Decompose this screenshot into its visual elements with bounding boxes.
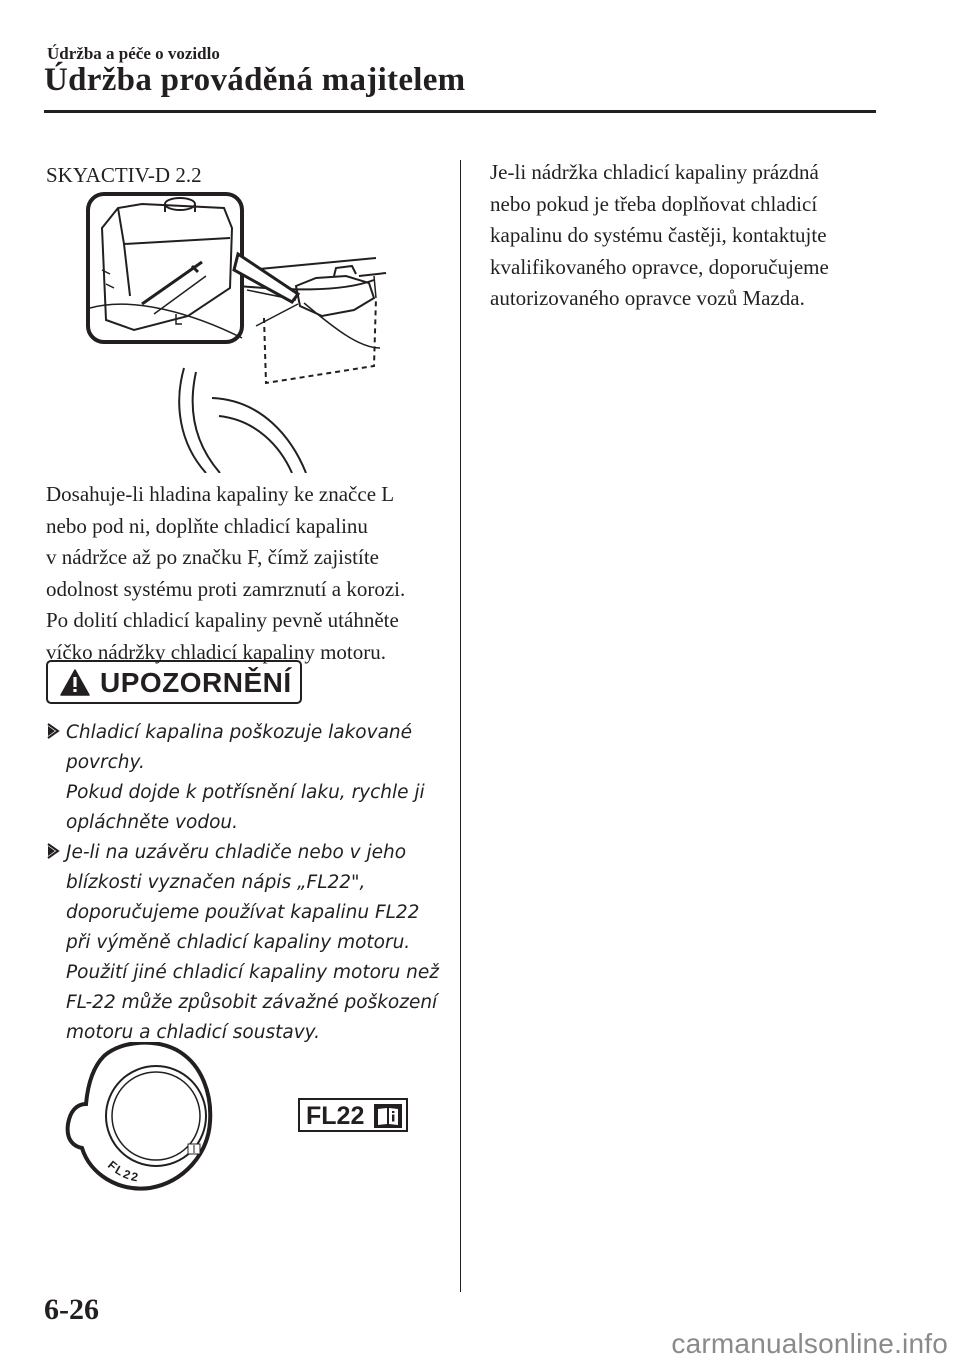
warning-item: Je-li na uzávěru chladiče nebo v jeho blízkosti vyznačen nápis „FL22", doporučujeme používat kapalinu FL22 při výměně chladicí kapaliny motoru. Použití jiné chladicí kapaliny motoru než FL-22 může způsobit závažné poškození motoru a chladicí soustavy. bbox=[46, 838, 446, 1048]
arrow-bullet-icon bbox=[46, 842, 60, 860]
page-title: Údržba prováděná majitelem bbox=[44, 62, 466, 98]
fl22-label-box bbox=[298, 1098, 408, 1132]
contact-repair-paragraph: Je-li nádržka chladicí kapaliny prázdná nebo pokud je třeba doplňovat chladicí kapalinu do systému častěji, kontaktujte kvalifikovaného opravce, doporučujeme autorizovaného opravce vozů Mazda. bbox=[490, 160, 829, 310]
manual-book-icon bbox=[188, 1144, 200, 1154]
page-number: 6-26 bbox=[44, 1293, 99, 1326]
warning-box bbox=[46, 660, 302, 704]
warning-item: Chladicí kapalina poškozuje lakované povrchy. Pokud dojde k potřísnění laku, rychle ji opláchněte vodou. bbox=[46, 718, 446, 838]
cap-marking-text: FL22 bbox=[105, 1157, 142, 1185]
coolant-level-paragraph: Dosahuje-li hladina kapaliny ke značce L nebo pod ni, doplňte chladicí kapalinu v nádržce až po značku F, čímž zajistíte odolnost systému proti zamrznutí a korozi. Po dolití chladicí kapaliny pevně utáhněte víčko nádržky chladicí kapaliny motoru. bbox=[46, 482, 406, 664]
column-divider bbox=[460, 160, 461, 1292]
header-rule bbox=[44, 110, 876, 113]
warning-triangle-icon bbox=[60, 669, 90, 696]
watermark: carmanualsonline.info bbox=[671, 1328, 948, 1359]
warning-label: UPOZORNĚNÍ bbox=[100, 667, 292, 698]
section-label: Údržba a péče o vozidlo bbox=[47, 44, 220, 63]
manual-book-icon bbox=[374, 1104, 402, 1128]
coolant-reservoir-illustration bbox=[84, 188, 404, 473]
engine-subheading: SKYACTIV-D 2.2 bbox=[46, 163, 202, 187]
arrow-bullet-icon bbox=[46, 722, 60, 740]
fl22-label: FL22 bbox=[306, 1102, 365, 1130]
radiator-cap-illustration bbox=[62, 1042, 222, 1194]
